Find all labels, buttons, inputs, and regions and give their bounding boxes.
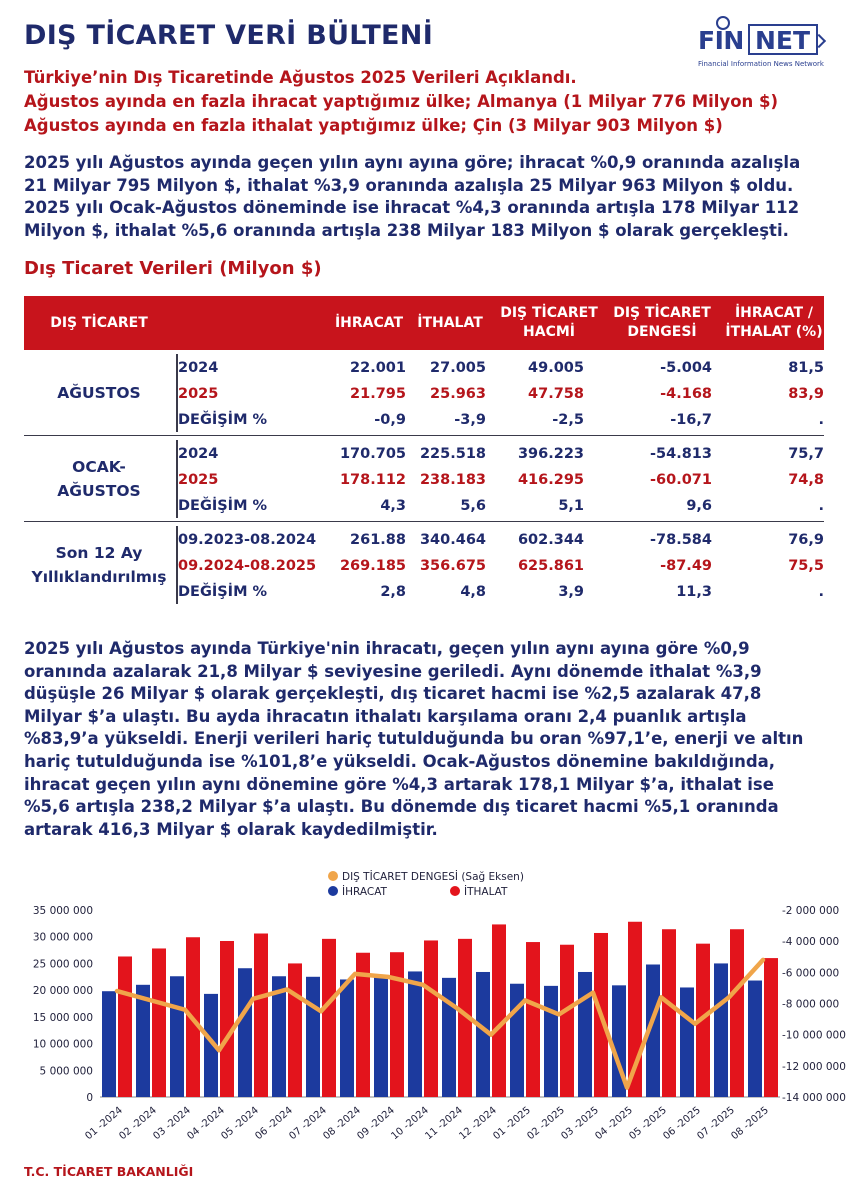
x-axis-tick: 08 -2024 (321, 1104, 363, 1143)
cell-oran: 76,9 (788, 532, 824, 548)
x-axis-tick: 06 -2025 (661, 1104, 703, 1143)
cell-period: 2024 (178, 360, 219, 376)
legend-ihracat-marker (328, 886, 338, 896)
bar-ithalat (560, 945, 574, 1097)
cell-ihracat: 170.705 (339, 446, 406, 462)
left-axis-tick: 30 000 000 (32, 931, 93, 944)
cell-ihracat: 4,3 (380, 498, 406, 514)
bar-ithalat (662, 929, 676, 1097)
group-label-line1: Son 12 Ay (55, 544, 143, 562)
x-axis-tick: 03 -2024 (151, 1104, 193, 1143)
bar-ithalat (118, 956, 132, 1097)
bar-ithalat (220, 941, 234, 1097)
bar-ihracat (306, 977, 320, 1097)
cell-period: DEĞİŞİM % (178, 584, 268, 600)
x-axis-tick: 01 -2025 (491, 1104, 533, 1143)
cell-denge: -78.584 (650, 532, 712, 548)
trade-chart (0, 866, 848, 1166)
highlight-line: Ağustos ayında en fazla ithalat yaptığımız ülke; Çin (3 Milyar 903 Milyon $) (24, 116, 723, 135)
bar-ihracat (374, 976, 388, 1097)
bar-ihracat (578, 972, 592, 1097)
bar-ithalat (390, 952, 404, 1097)
cell-period: 2024 (178, 446, 219, 462)
cell-ithalat: 356.675 (419, 558, 486, 574)
cell-oran: . (818, 412, 824, 428)
cell-denge: -87.49 (660, 558, 712, 574)
cell-denge: -5.004 (660, 360, 712, 376)
legend-ihracat-label: İHRACAT (342, 886, 387, 898)
cell-oran: . (818, 498, 824, 514)
table-row (24, 408, 824, 432)
cell-hacim: 5,1 (558, 498, 584, 514)
header-denge (606, 296, 718, 350)
header-hacim (494, 296, 604, 350)
cell-ithalat: 340.464 (419, 532, 486, 548)
trade-data-table (24, 296, 824, 608)
right-axis-tick: -2 000 000 (782, 905, 840, 917)
bar-ithalat (492, 924, 506, 1097)
header-oran-line2: İTHALAT (%) (725, 324, 823, 340)
x-axis-tick: 09 -2024 (355, 1104, 397, 1143)
bar-ihracat (544, 986, 558, 1097)
left-axis-tick: 10 000 000 (32, 1038, 93, 1051)
bar-ithalat (322, 939, 336, 1097)
cell-ihracat: 269.185 (339, 558, 406, 574)
bar-ihracat (102, 991, 116, 1097)
right-axis-tick: -4 000 000 (782, 936, 840, 949)
cell-denge: 11,3 (676, 584, 712, 600)
cell-hacim: 3,9 (558, 584, 584, 600)
cell-period: 2025 (178, 386, 219, 402)
bar-ithalat (764, 958, 778, 1097)
bar-ihracat (340, 979, 354, 1097)
table-row (24, 494, 824, 518)
cell-oran: 75,7 (788, 446, 824, 462)
cell-oran: 74,8 (788, 472, 824, 488)
left-axis-tick: 20 000 000 (32, 985, 93, 998)
legend-line-marker (328, 871, 338, 881)
table-group-agustos (24, 350, 824, 436)
header-oran-line1: İHRACAT / (734, 305, 814, 321)
cell-ithalat: 4,8 (460, 584, 486, 600)
cell-period: 2025 (178, 472, 219, 488)
table-group-son-12-ay (24, 522, 824, 608)
left-axis-tick: 35 000 000 (32, 905, 93, 917)
cell-oran: . (818, 584, 824, 600)
legend-ithalat-label: İTHALAT (464, 886, 508, 898)
header-hacim-line2: HACMİ (523, 324, 575, 340)
cell-oran: 81,5 (788, 360, 824, 376)
table-row (24, 468, 824, 492)
finnet-logo (698, 12, 826, 72)
header-denge-line1: DIŞ TİCARET (613, 305, 711, 321)
bar-ihracat (408, 971, 422, 1097)
x-axis-tick: 05 -2025 (627, 1104, 669, 1143)
left-axis-tick: 25 000 000 (32, 958, 93, 971)
table-header (24, 296, 824, 350)
header-dis-ticaret: DIŞ TİCARET (50, 314, 148, 331)
cell-period: DEĞİŞİM % (178, 412, 268, 428)
cell-hacim: 416.295 (517, 472, 584, 488)
table-row (24, 528, 824, 552)
cell-ithalat: 25.963 (430, 386, 486, 402)
analysis-paragraph: 2025 yılı Ağustos ayında Türkiye'nin ihracatı, geçen yılın aynı ayına göre %0,9 oranında azalarak 21,8 Milyar $ seviyesine geriledi. Aynı dönemde ithalat %3,9 düşüşle 26 Milyar $ olarak gerçekleşti, dış ticaret hacmi ise %2,5 azalarak 47,8 Milyar $’a ulaştı. Bu ayda ihracatın ithalatı karşılama oranı 2,4 puanlık artışla %83,9’a yükseldi. Enerji verileri hariç tutulduğunda bu oran %97,1’e, enerji ve altın hariç tutulduğunda ise %101,8’e yükseldi. Ocak-Ağustos dönemine bakıldığında, ihracat geçen yılın aynı dönemine göre %4,3 artarak 178,1 Milyar $’a, ithalat ise %5,6 artışla 238,2 Milyar $’a ulaştı. Bu dönemde dış ticaret hacmi %5,1 oranında artarak 416,3 Milyar $ olarak kaydedilmiştir. (24, 639, 804, 839)
x-axis-tick: 04 -2024 (185, 1104, 227, 1143)
cell-ihracat: 261.88 (350, 532, 406, 548)
footer-source: T.C. TİCARET BAKANLIĞI (24, 1164, 194, 1179)
x-axis-tick: 12 -2024 (457, 1104, 499, 1143)
cell-period: 09.2024-08.2025 (178, 558, 317, 574)
cell-ihracat: -0,9 (374, 412, 406, 428)
table-row (24, 356, 824, 380)
cell-ithalat: 238.183 (419, 472, 486, 488)
x-axis-tick: 06 -2024 (253, 1104, 295, 1143)
x-axis-tick: 10 -2024 (389, 1104, 431, 1143)
right-axis-tick: -12 000 000 (782, 1060, 846, 1073)
cell-ithalat: 225.518 (419, 446, 486, 462)
table-row (24, 382, 824, 406)
cell-hacim: -2,5 (552, 412, 584, 428)
table-group-ocak-agustos (24, 436, 824, 522)
cell-ithalat: -3,9 (454, 412, 486, 428)
logo-tagline: Financial Information News Network (698, 60, 824, 68)
cell-period: 09.2023-08.2024 (178, 532, 317, 548)
x-axis-tick: 05 -2024 (219, 1104, 261, 1143)
bar-ihracat (442, 978, 456, 1097)
bar-ihracat (170, 976, 184, 1097)
cell-hacim: 47.758 (528, 386, 584, 402)
group-label-line1: OCAK- (72, 458, 126, 476)
legend-ithalat-marker (450, 886, 460, 896)
cell-hacim: 49.005 (528, 360, 584, 376)
group-label-line2: AĞUSTOS (57, 482, 141, 500)
right-axis-tick: -10 000 000 (782, 1029, 846, 1042)
right-axis-tick: -14 000 000 (782, 1092, 846, 1104)
x-axis-tick: 07 -2024 (287, 1104, 329, 1143)
x-axis-tick: 08 -2025 (729, 1104, 771, 1143)
bar-ithalat (730, 929, 744, 1097)
cell-denge: -54.813 (650, 446, 712, 462)
group-label-line1: AĞUSTOS (57, 384, 141, 402)
group-label-line2: Yıllıklandırılmış (31, 568, 167, 586)
summary-paragraph: 2025 yılı Ağustos ayında geçen yılın aynı ayına göre; ihracat %0,9 oranında azalışla 21 Milyar 795 Milyon $, ithalat %3,9 oranında azalışla 25 Milyar 963 Milyon $ oldu. 2025 yılı Ocak-Ağustos döneminde ise ihracat %4,3 oranında artışla 178 Milyar 112 Milyon $, ithalat %5,6 oranında artışla 238 Milyar 183 Milyon $ olarak gerçekleşti. (24, 153, 801, 240)
x-axis-tick: 02 -2024 (117, 1104, 159, 1143)
table-row (24, 554, 824, 578)
table-section-title: Dış Ticaret Verileri (Milyon $) (24, 258, 322, 279)
left-axis-tick: 15 000 000 (32, 1011, 93, 1024)
table-row (24, 580, 824, 604)
cell-ihracat: 178.112 (339, 472, 406, 488)
right-axis-tick: -8 000 000 (782, 998, 840, 1011)
header-ithalat: İTHALAT (417, 314, 483, 331)
cell-hacim: 625.861 (517, 558, 584, 574)
cell-ihracat: 22.001 (350, 360, 406, 376)
left-axis-tick: 0 (86, 1092, 93, 1104)
cell-denge: -60.071 (650, 472, 712, 488)
cell-denge: -4.168 (660, 386, 712, 402)
cell-ithalat: 27.005 (430, 360, 486, 376)
cell-period: DEĞİŞİM % (178, 498, 268, 514)
bar-ithalat (152, 948, 166, 1097)
cell-denge: -16,7 (670, 412, 712, 428)
header-hacim-line1: DIŞ TİCARET (500, 305, 598, 321)
x-axis-tick: 07 -2025 (695, 1104, 737, 1143)
x-axis-tick: 02 -2025 (525, 1104, 567, 1143)
x-axis-tick: 03 -2025 (559, 1104, 601, 1143)
header-oran (724, 296, 824, 350)
cell-hacim: 602.344 (517, 532, 584, 548)
cell-denge: 9,6 (686, 498, 712, 514)
bar-ihracat (748, 981, 762, 1097)
highlight-line: Türkiye’nin Dış Ticaretinde Ağustos 2025 Verileri Açıklandı. (24, 68, 577, 87)
cell-oran: 75,5 (788, 558, 824, 574)
right-axis-tick: -6 000 000 (782, 967, 840, 980)
bar-ihracat (714, 963, 728, 1097)
x-axis-tick: 04 -2025 (593, 1104, 635, 1143)
table-row (24, 442, 824, 466)
highlights (24, 66, 824, 138)
bulletin-title: DIŞ TİCARET VERİ BÜLTENİ (24, 20, 434, 51)
highlight-line: Ağustos ayında en fazla ihracat yaptığımız ülke; Almanya (1 Milyar 776 Milyon $) (24, 92, 779, 111)
cell-ithalat: 5,6 (460, 498, 486, 514)
bar-ithalat (254, 934, 268, 1097)
header-ihracat: İHRACAT (334, 314, 404, 331)
bar-ithalat (526, 942, 540, 1097)
cell-ihracat: 21.795 (350, 386, 406, 402)
cell-hacim: 396.223 (517, 446, 584, 462)
logo-net-text: NET (755, 26, 811, 55)
cell-oran: 83,9 (788, 386, 824, 402)
logo-fin-text: FIN (698, 26, 744, 55)
x-axis-tick: 11 -2024 (423, 1104, 465, 1143)
bar-ithalat (424, 940, 438, 1097)
left-axis-tick: 5 000 000 (39, 1065, 93, 1078)
legend-line-label: DIŞ TİCARET DENGESİ (Sağ Eksen) (342, 871, 524, 883)
cell-ihracat: 2,8 (380, 584, 406, 600)
bar-ihracat (680, 987, 694, 1097)
x-axis-tick: 01 -2024 (83, 1104, 125, 1143)
bar-ithalat (288, 963, 302, 1097)
bar-ihracat (238, 968, 252, 1097)
header-denge-line2: DENGESİ (627, 324, 697, 340)
